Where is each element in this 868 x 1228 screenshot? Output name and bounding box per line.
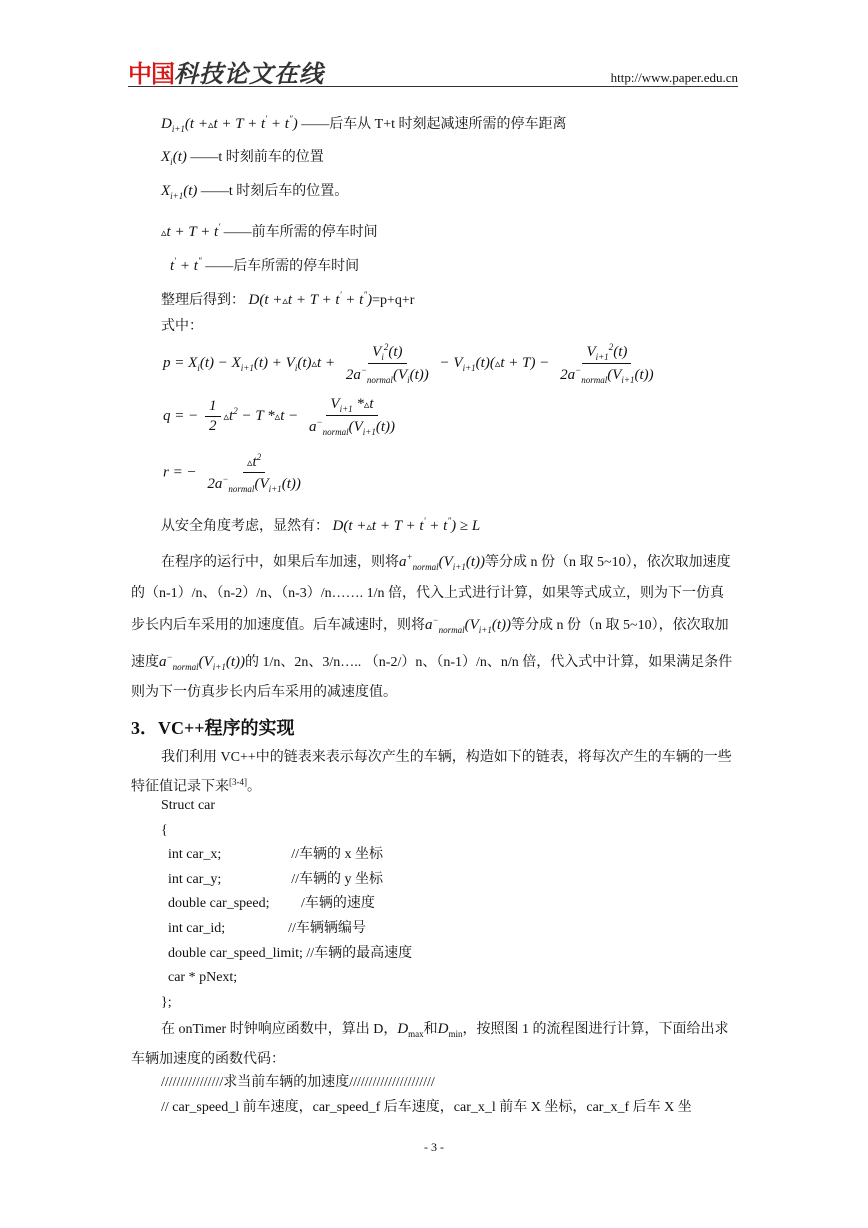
code-comment-2: // car_speed_l 前车速度，car_speed_f 后车速度，car_x_l 前车 X 坐标，car_x_f 后车 X 坐 [161,1100,692,1115]
arrange-line: 整理后得到： D(t +▵t + T + t' + t")=p+q+r [161,290,415,308]
paragraph-1: 在程序的运行中，如果后车加速，则将$a^+_{normal}(V_{i+1}(t))$等分成 n 份（n 取 5~10），依次取加速度的（n-1）/n、（n-2）/n、（n-3）/n……. 1/n 倍，代入上式进行计算，如果等式成立，则为下一仿真步长内后车采用的加速度值。后车减速时，则将$a^-_{normal}(V_{i+1}(t))$等分成 n 份（n 取 5~10），依次取加速度$a^-_{normal}(V_{i+1}(t))$的 1/n、2n、3/n….. （n-2/）n、（n-1）/n、n/n 倍，代入式中计算，如果满足条件则为下一仿真步长内后车采用的减速度值。 [131,552,733,700]
para1-text-b: 等分成 n 份（n 取 5~10），依次取加速度的（n-1）/n、（n-2）/n、（n-3）/n……. 1/n 倍，代入上式进行计算，如果等式成立，则为下一仿真步长内后车采用的加速度值。后车减速时，则将 [131,555,731,633]
para1-text-a: 在程序的运行中，如果后车加速，则将 [161,555,399,570]
code-line: { [161,822,168,838]
code-line: int car_id; //车辆辆编号 [161,920,366,936]
where-label: 式中： [161,319,203,334]
paragraph-3: 在 onTimer 时钟响应函数中，算出 D，$D_{max}$和$D_{min}$，按照图 1 的流程图进行计算，下面给出求车辆加速度的函数代码： [131,1021,729,1067]
equation-r: r = − $\frac{▵t^2}{2a^-_{normal}(V_{i+1}(t))}$ [163,452,301,494]
section-heading: 3．VC++程序的实现 [131,718,295,738]
equation-p: $p = X_i(t) - X_{i+1}(t)$ + $V_i(t)▵t$ + $\frac{V_i^2(t)}{2a^-_{normal}(V_i(t))}$ − $V_{i+1}(t)(▵t + T)$ − $\frac{V_{i+1}^2(t)}{2a^-_{normal}(V_{i+1}(t))}$ [163,342,654,385]
def-desc-3: ——t 时刻后车的位置。 [200,184,349,199]
equation-q: q = − $\frac{1}{2}$ $▵t^2 - T$ *▵t − $\frac{V_{i+1} *▵t}{a^-_{normal}(V_{i+1}(t))}$ [163,396,395,437]
code-block [161,794,412,1015]
def-line-3: $X_{i+1}(t)$ ——t 时刻后车的位置。 [161,183,349,201]
para1-text-d: 的 1/n、2n、3/n….. （n-2/）n、（n-1）/n、n/n 倍，代入式中计算，如果满足条件则为下一仿真步长内后车采用的减速度值。 [131,654,733,700]
code-line: int car_y; //车辆的 y 坐标 [161,871,384,887]
para2-text: 我们利用 VC++中的链表来表示每次产生的车辆，构造如下的链表，将每次产生的车辆的一些特征值记录下来 [131,750,732,795]
code-line: double car_speed_limit; //车辆的最高速度 [161,945,413,961]
header-divider [128,86,738,87]
def-line-2: $X_i(t)$ ——t 时刻前车的位置 [161,149,324,167]
code-line: int car_x; //车辆的 x 坐标 [161,847,384,863]
def-line-4: ▵t + T + t' ——前车所需的停车时间 [161,222,378,240]
def-desc-5: ——后车所需的停车时间 [205,259,360,274]
code-comment-1: ////////////////求当前车辆的加速度////////////////////// [161,1075,435,1090]
def-desc-4: ——前车所需的停车时间 [223,225,378,240]
paragraph-2 [131,745,738,800]
para2-end: 。 [247,779,261,795]
arrange-suffix: =p+q+r [372,293,415,308]
def-line-1: $D_{i+1}(t$ +▵t + T + t' + t") ——后车从 T+t 时刻起减速所需的停车距离 [161,114,567,134]
code-line: Struct car [161,798,216,813]
safety-prefix: 从安全角度考虑，显然有： [161,519,329,534]
para1-text-c: 等分成 n 份（n 取 5~10），依次取加速度 [131,618,729,670]
code-line: }; [161,994,172,1010]
code-line: car * pNext; [161,970,238,986]
para3-text-c: ，按照图 1 的流程图进行计算，下面给出求车辆加速度的函数代码： [131,1022,729,1067]
arrange-prefix: 整理后得到： [161,293,245,308]
def-desc-1: ——后车从 T+t 时刻起减速所需的停车距离 [301,117,567,132]
def-desc-2: ——t 时刻前车的位置 [190,150,324,165]
safety-line: 从安全角度考虑，显然有： D(t +▵t + T + t' + t") ≥ L [161,516,481,534]
code-line: double car_speed; /车辆的速度 [161,896,375,912]
site-url[interactable]: http://www.paper.edu.cn [610,70,738,85]
logo-dark-text: 科技论文在线 [174,59,324,88]
citation-ref[interactable]: [3-4] [229,777,247,787]
page-number: - 3 - [424,1140,444,1154]
para3-text-a: 在 onTimer 时钟响应函数中，算出 D， [161,1022,398,1037]
def-line-5: t' + t" ——后车所需的停车时间 [170,256,360,274]
site-logo [128,56,324,86]
logo-red-text: 中国 [128,59,174,88]
para3-text-b: 和 [423,1022,438,1037]
